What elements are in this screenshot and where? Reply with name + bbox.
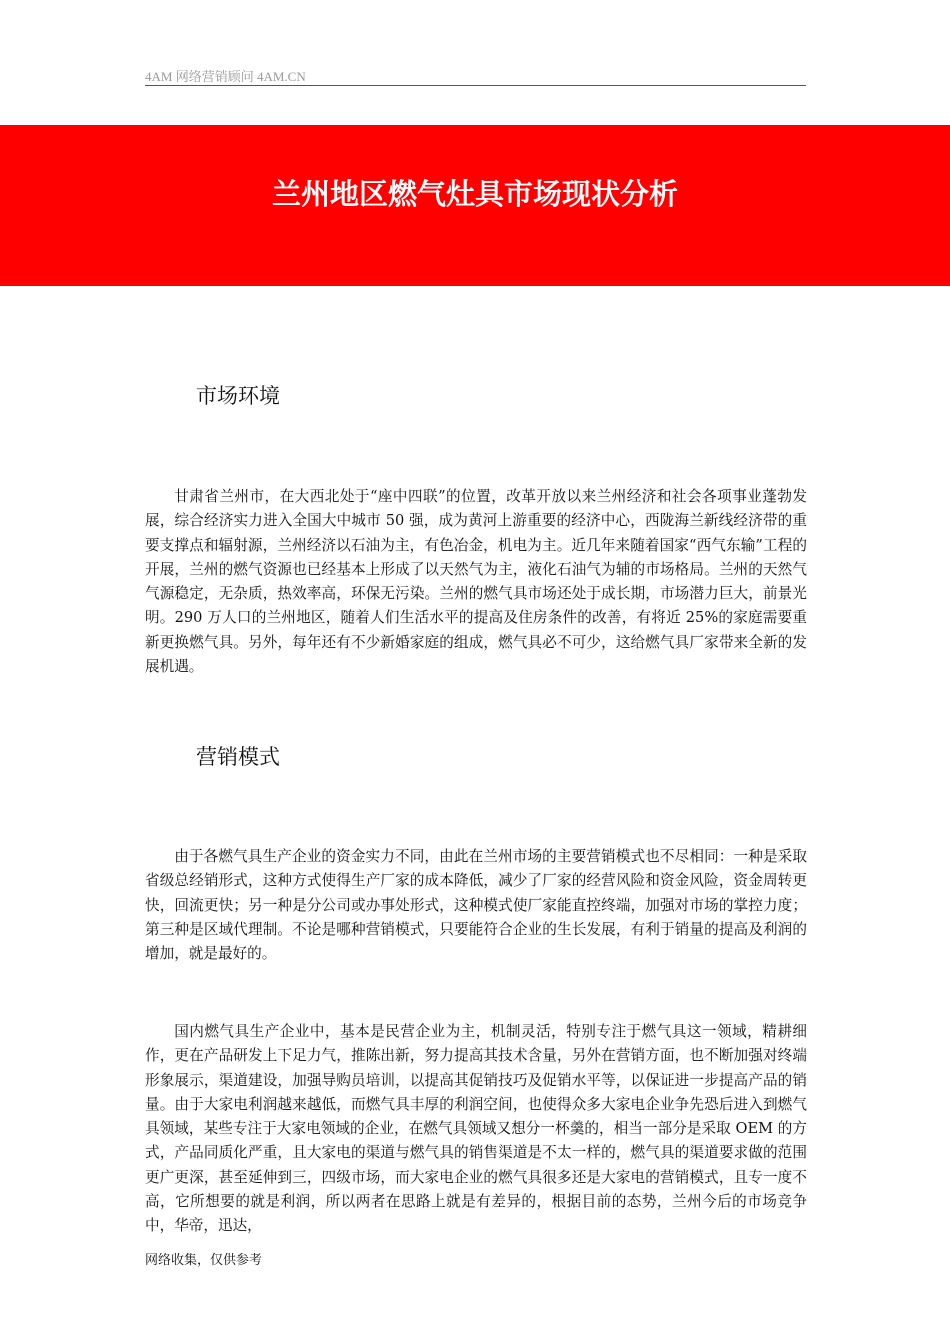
page-header-text: 4AM 网络营销顾问 4AM.CN [145,69,306,84]
paragraph-marketing-model-1: 由于各燃气具生产企业的资金实力不同，由此在兰州市场的主要营销模式也不尽相同：一种是采取省级总经销形式，这种方式使得生产厂家的成本降低，减少了厂家的经营风险和资金风险，资金周转更快，回流更快；另一种是分公司或办事处形式，这种模式使厂家能直控终端，加强对市场的掌控力度；第三种是区域代理制。不论是哪种营销模式，只要能符合企业的生长发展，有利于销量的提高及利润的增加，就是最好的。 [145,848,807,963]
header-divider [145,85,806,86]
document-title: 兰州地区燃气灶具市场现状分析 [271,177,678,211]
section-heading-market-environment: 市场环境 [196,384,280,408]
paragraph-marketing-model-2: 国内燃气具生产企业中，基本是民营企业为主，机制灵活，特别专注于燃气具这一领域，精耕细作，更在产品研发上下足力气，推陈出新，努力提高其技术含量，另外在营销方面，也不断加强对终端形象展示，渠道建设，加强导购员培训，以提高其促销技巧及促销水平等，以保证进一步提高产品的销量。由于大家电利润越来越低，而燃气具丰厚的利润空间，也使得众多大家电企业争先恐后进入到燃气具领域，某些专注于大家电领域的企业，在燃气具领域又想分一杯羹的，相当一部分是采取 OEM 的方式，产品同质化严重，且大家电的渠道与燃气具的销售渠道是不太一样的，燃气具的渠道要求做的范围更广更深，甚至延伸到三，四级市场，而大家电企业的燃气具很多还是大家电的营销模式，且专一度不高，它所想要的就是利润，所以两者在思路上就是有差异的，根据目前的态势，兰州今后的市场竞争中，华帝，迅达， [145,1023,807,1235]
page-footer: 网络收集，仅供参考 [145,1253,263,1268]
section-heading-marketing-model: 营销模式 [196,745,280,769]
paragraph-market-environment: 甘肃省兰州市，在大西北处于“座中四联”的位置，改革开放以来兰州经济和社会各项事业蓬勃发展，综合经济实力进入全国大中城市 50 强，成为黄河上游重要的经济中心，西陇海兰新线经济带的重要支撑点和辐射源，兰州经济以石油为主，有色冶金，机电为主。近几年来随着国家“西气东输”工程的开展，兰州的燃气资源也已经基本上形成了以天然气为主，液化石油气为辅的市场格局。兰州的天然气气源稳定，无杂质，热效率高，环保无污染。兰州的燃气具市场还处于成长期，市场潜力巨大，前景光明。290 万人口的兰州地区，随着人们生活水平的提高及住房条件的改善，有将近 25%的家庭需要重新更换燃气具。另外，每年还有不少新婚家庭的组成，燃气具必不可少，这给燃气具厂家带来全新的发展机遇。 [145,488,807,676]
